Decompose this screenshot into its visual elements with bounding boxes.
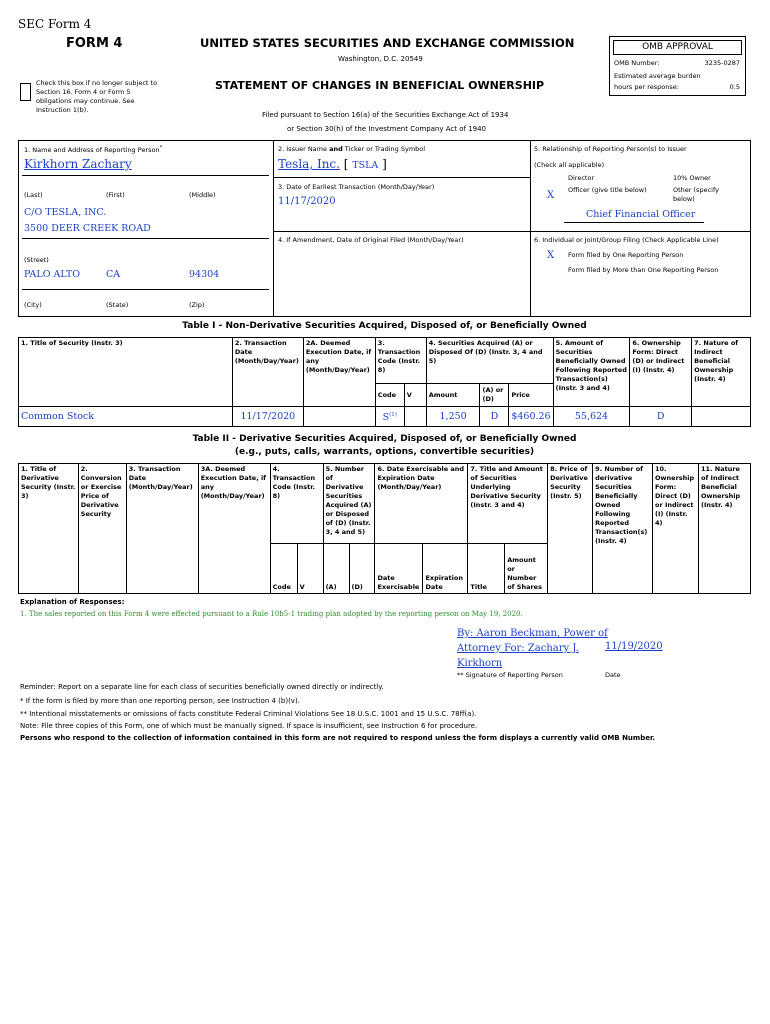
t2-header-price: 8. Price of Derivative Security (Instr. 5) [548, 464, 593, 594]
t1-row-owned: 55,624 [553, 407, 630, 427]
zip-value: 94304 [189, 269, 220, 280]
reporting-person-name[interactable]: Kirkhorn Zachary [24, 157, 132, 171]
t1-row-amount: 1,250 [426, 407, 480, 427]
earliest-transaction-date: 11/17/2020 [278, 196, 336, 207]
signature-date: 11/19/2020 [605, 641, 663, 652]
state-value: CA [106, 269, 121, 280]
t1-header-owned: 5. Amount of Securities Beneficially Owned Following Reported Transaction(s) (Instr. 3 and 4) [553, 338, 630, 407]
t2-subheader-d: (D) [349, 544, 375, 594]
t1-header-nature: 7. Nature of Indirect Beneficial Ownership (Instr. 4) [692, 338, 751, 407]
omb-burden-label: Estimated average burden [614, 72, 701, 80]
t1-subheader-v: V [404, 384, 426, 407]
t2-header-nature: 11. Nature of Indirect Beneficial Ownership (Instr. 4) [698, 464, 750, 594]
signature-line2: Attorney For: Zachary J. [457, 643, 579, 654]
reminder-text: Reminder: Report on a separate line for each class of securities beneficially owned directly or indirectly. [20, 683, 384, 691]
t1-row-code: $S^{(1)}$ [375, 407, 404, 427]
t1-header-code: 3. Transaction Code (Instr. 8) [375, 338, 426, 384]
omb-hours-label: hours per response: [614, 83, 679, 91]
t2-header-exercisable: 6. Date Exercisable and Expiration Date (Month/Day/Year) [375, 464, 468, 544]
issuer-ticker: TSLA [352, 160, 379, 171]
filed-pursuant-line1: Filed pursuant to Section 16(a) of the Securities Exchange Act of 1934 [262, 111, 509, 119]
filed-pursuant-line2: or Section 30(h) of the Investment Company Act of 1940 [287, 125, 487, 133]
note-copies: Note: File three copies of this Form, one of which must be manually signed. If space is insufficient, see Instruction 6 for procedure. [20, 722, 478, 730]
omb-number-label: OMB Number: [614, 59, 660, 67]
t2-header-title: 1. Title of Derivative Security (Instr. 3) [19, 464, 79, 594]
t2-subheader-title: Title [468, 544, 505, 594]
t1-header-date: 2. Transaction Date (Month/Day/Year) [232, 338, 303, 407]
statement-title: STATEMENT OF CHANGES IN BENEFICIAL OWNERSHIP [215, 79, 545, 92]
earliest-transaction-label: 3. Date of Earliest Transaction (Month/Day/Year) [278, 183, 435, 191]
table2-title: Table II - Derivative Securities Acquired, Disposed of, or Beneficially Owned [192, 434, 577, 444]
other-label: Other (specify below) [673, 186, 719, 203]
t1-row-price: $460.26 [509, 407, 553, 427]
address-line1: C/O TESLA, INC. [24, 207, 107, 218]
omb-approval-title: OMB APPROVAL [613, 40, 742, 55]
omb-approval-box [609, 36, 746, 96]
t2-subheader-exercisable: Date Exercisable [375, 544, 423, 594]
omb-hours-value: 0.5 [729, 83, 740, 91]
issuer-name-link[interactable]: Tesla, Inc. [278, 157, 340, 171]
table1-title: Table I - Non-Derivative Securities Acquired, Disposed of, or Beneficially Owned [182, 321, 587, 331]
t1-row-form: D [630, 407, 692, 427]
t2-header-underlying: 7. Title and Amount of Securities Underlying Derivative Security (Instr. 3 and 4) [468, 464, 548, 544]
t2-header-number: 5. Number of Derivative Securities Acquired (A) or Disposed of (D) (Instr. 3, 4 and 5) [323, 464, 375, 544]
t2-subheader-amount: Amount or Number of Shares [505, 544, 548, 594]
t1-header-deemed: 2A. Deemed Execution Date, if any (Month/Day/Year) [303, 338, 375, 407]
zip-label: (Zip) [189, 301, 205, 309]
signature-label: ** Signature of Reporting Person [457, 671, 563, 679]
signature-block [457, 626, 608, 671]
t2-header-owned: 9. Number of derivative Securities Beneficially Owned Following Reported Transaction(s) (Instr. 4) [593, 464, 653, 594]
table1 [18, 337, 751, 427]
filing-label: 6. Individual or Joint/Group Filing (Check Applicable Line) [534, 236, 719, 244]
reporting-person-label: 1. Name and Address of Reporting Person* [24, 145, 163, 155]
form-number: FORM 4 [66, 36, 123, 51]
t2-subheader-a: (A) [323, 544, 349, 594]
signature-line3: Kirkhorn [457, 658, 503, 669]
t1-subheader-aord: (A) or (D) [480, 384, 509, 407]
t1-subheader-amount: Amount [426, 384, 480, 407]
agency-title: UNITED STATES SECURITIES AND EXCHANGE COMMISSION [200, 36, 575, 50]
t2-subheader-code: Code [270, 544, 297, 594]
agency-location: Washington, D.C. 20549 [338, 55, 423, 63]
state-label: (State) [106, 301, 129, 309]
t2-header-date: 3. Transaction Date (Month/Day/Year) [126, 464, 198, 594]
sec-form-label: SEC Form 4 [18, 17, 92, 31]
more-person-label: Form filed by More than One Reporting Person [568, 266, 719, 274]
table-row [19, 407, 751, 427]
street-label: (Street) [24, 256, 49, 264]
explanation-note-1: 1. The sales reported on this Form 4 were effected pursuant to a Rule 10b5-1 trading plan adopted by the reporting person on May 19, 2020. [20, 610, 523, 618]
t2-header-conversion: 2. Conversion or Exercise Price of Derivative Security [78, 464, 126, 594]
first-name-label: (First) [106, 191, 125, 199]
middle-name-label: (Middle) [189, 191, 216, 199]
t1-header-title: 1. Title of Security (Instr. 3) [19, 338, 233, 407]
director-label: Director [568, 174, 595, 182]
t1-row-title: Common Stock [19, 407, 233, 427]
t1-header-acquired: 4. Securities Acquired (A) or Disposed Of (D) (Instr. 3, 4 and 5) [426, 338, 553, 384]
signature-line1: By: Aaron Beckman, Power of [457, 628, 608, 639]
officer-label: Officer (give title below) [568, 186, 647, 194]
table2 [18, 463, 751, 594]
officer-check-mark[interactable]: X [547, 190, 555, 201]
t2-subheader-expiration: Expiration Date [423, 544, 468, 594]
ten-percent-owner-label: 10% Owner [673, 174, 711, 182]
signature-date-label: Date [605, 671, 621, 679]
note-star: * If the form is filed by more than one reporting person, see Instruction 4 (b)(v). [20, 697, 300, 705]
one-person-check-mark[interactable]: X [547, 250, 555, 261]
t1-row-date: 11/17/2020 [232, 407, 303, 427]
officer-title: Chief Financial Officer [586, 209, 696, 220]
check-all-label: (Check all applicable) [534, 161, 605, 169]
t2-header-form: 10. Ownership Form: Direct (D) or Indirect (I) (Instr. 4) [653, 464, 699, 594]
relationship-label: 5. Relationship of Reporting Person(s) to Issuer [534, 145, 687, 153]
city-value: PALO ALTO [24, 269, 81, 280]
note-double-star: ** Intentional misstatements or omissions of facts constitute Federal Criminal Violations See 18 U.S.C. 1001 and 15 U.S.C. 78ff(a). [20, 710, 477, 718]
t2-header-code: 4. Transaction Code (Instr. 8) [270, 464, 323, 544]
table2-subtitle: (e.g., puts, calls, warrants, options, convertible securities) [234, 447, 535, 457]
no-longer-subject-text: Check this box if no longer subject to Section 16. Form 4 or Form 5 obligations may continue. See Instruction 1(b). [36, 79, 158, 114]
explanation-label: Explanation of Responses: [20, 598, 125, 606]
one-person-label: Form filed by One Reporting Person [568, 251, 684, 259]
city-label: (City) [24, 301, 42, 309]
t1-row-aord: D [480, 407, 509, 427]
t2-subheader-v: V [297, 544, 323, 594]
issuer-name-line: Tesla, Inc. [ TSLA ] [278, 157, 387, 171]
t1-subheader-code: Code [375, 384, 404, 407]
t2-header-deemed: 3A. Deemed Execution Date, if any (Month/Day/Year) [198, 464, 270, 594]
last-name-label: (Last) [24, 191, 43, 199]
issuer-label: 2. Issuer Name and Ticker or Trading Symbol [278, 145, 426, 153]
omb-notice: Persons who respond to the collection of information contained in this form are not required to respond unless the form displays a currently valid OMB Number. [20, 734, 656, 742]
no-longer-subject-checkbox[interactable] [20, 83, 31, 101]
t1-subheader-price: Price [509, 384, 553, 407]
omb-number-value: 3235-0287 [704, 59, 740, 67]
t1-header-form: 6. Ownership Form: Direct (D) or Indirect (I) (Instr. 4) [630, 338, 692, 407]
address-line2: 3500 DEER CREEK ROAD [24, 223, 151, 234]
amendment-label: 4. If Amendment, Date of Original Filed (Month/Day/Year) [278, 236, 464, 244]
